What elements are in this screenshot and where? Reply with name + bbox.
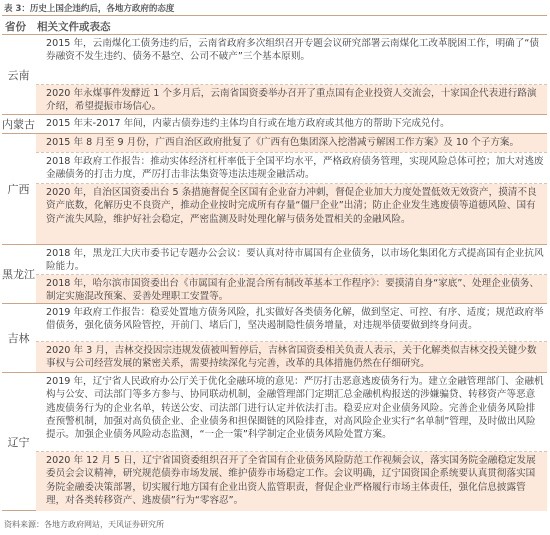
entry-liaoning-2: 2020 年 12 月 5 日，辽宁省国资委组织召开了全省国有企业债务风险防范工作视频会议，落实国务院金融稳定发展委员会会议精神，研究规范债券市场发展、维护债券市场稳定工作。会议明确，辽宁国资国企系统要认真贯彻落实国务院金融委决策部署，切实履行地方国有企业出资人监管职责，督促企业严格履行市场主体责任，强化信息披露管理，对各类转移资产、逃废债”行为“零容忍”。 <box>36 452 547 511</box>
policy-table <box>2 15 547 511</box>
entry-guangxi-2: 2018 年政府工作报告：推动实体经济杠杆率低于全国平均水平，严格政府债务管理，实现风险总体可控；加大对逃废金融债务的打击力度，严厉打击非法集资等违法违规金融活动。 <box>46 156 544 181</box>
province-liaoning: 辽宁 <box>7 436 30 449</box>
entry-yunnan-2: 2020 年永煤事件发酵近 1 个多月后，云南省国资委举办召开了重点国有企业投资人交流会，十家国企代表进行路演介绍，希望提振市场信心。 <box>36 85 547 114</box>
entry-jilin-1: 2019 年政府工作报告：稳妥处置地方债务风险，扎实做好各类债务化解，做到坚定、可控、有序、适度；规范政府举借债务，强化债务风险管控，开前门、堵后门，坚决遏制隐性债务增量，对违规举债要做到终身问责。 <box>46 307 544 332</box>
table-header <box>2 16 547 35</box>
entry-liaoning-1: 2019 年，辽宁省人民政府办公厅关于优化金融环境的意见：严厉打击恶意逃废债务行为。建立金融管理部门、金融机构与公安、司法部门等多方参与、协同联动机制，金融管理部门定期汇总金融机构报送的涉嫌骗贷、转移资产等恶意逃废债务行为的企业名单，转送公安、司法部门进行认定并依法打击。稳妥应对企业债务风险。完善企业债务风险排查预警机制，加强对高负债企业、企业债务和担保圈链的风险排查，对高风险企业实行“名单制”管理，及时做出风险提示。加强企业债务风险动态监测，“一企一策”科学制定企业债务风险处置方案。 <box>46 376 544 441</box>
province-yunnan: 云南 <box>7 68 30 82</box>
province-heilongjiang: 黑龙江 <box>2 268 35 281</box>
entry-guangxi-1: 2015 年 8 月至 9 月份，广西自治区政府批复了《广西有色集团深入挖潜减亏解困工作方案》及 10 个子方案。 <box>36 134 547 152</box>
entry-jilin-2: 2020 年 3 月，吉林交投因宗违规发债被叫暂停后，吉林省国资委相关负责人表示，关于化解类似吉林交投关键少数事权与公司经营发展的紧密关系，需要持续深化与完善，改革的具体措施仍然在仔细研究。 <box>36 342 547 372</box>
header-documents: 相关文件或表态 <box>37 21 111 33</box>
entry-heilongjiang-1: 2018 年，黑龙江大庆市委书记专题办公会议：要认真对待市属国有企业债务，以市场化集团化方式提高国有企业抗风险能力。 <box>46 248 544 273</box>
table-caption: 表 3：历史上国企违约后，各地方政府的态度 <box>4 4 175 14</box>
source-note: 资料来源：各地方政府网站，天风证券研究所 <box>4 520 164 529</box>
entry-yunnan-1: 2015 年，云南煤化工债务违约后，云南省政府多次组织召开专题会议研究部署云南煤化工改革脱困工作，明确了“债券融资不发生违约、债务不悬空、公司不破产”三个基本原则。 <box>46 38 539 63</box>
entry-inner-mongolia-1: 2015 年末-2017 年间，内蒙古债券违约主体均自行或在地方政府或其他方的帮助下完成兑付。 <box>46 118 450 129</box>
header-province: 省份 <box>5 21 26 33</box>
province-jilin: 吉林 <box>7 332 30 345</box>
province-inner-mongolia: 内蒙古 <box>2 118 35 131</box>
province-guangxi: 广西 <box>7 183 30 196</box>
entry-heilongjiang-2: 2018 年，哈尔滨市国资委出台《市属国有企业混合所有制改革基本工作程序》：要摸清自身“家底”、处理企业债务、制定实施混改预案、妥善处理职工安置等。 <box>36 275 547 303</box>
entry-guangxi-3: 2020 年，自治区国资委出台 5 条措施督促全区国有企业奋力冲刺，督促企业加大力度处置低效无效资产，摸清不良资产底数，化解历史不良资产，推动企业按时完成所有存量“僵尸企业”出清；防止企业发生逃废债等道德风险、国有资产流失风险，维护好社会稳定，严密监测及时处理化解与债务处置相关的金融风险。 <box>36 184 547 244</box>
